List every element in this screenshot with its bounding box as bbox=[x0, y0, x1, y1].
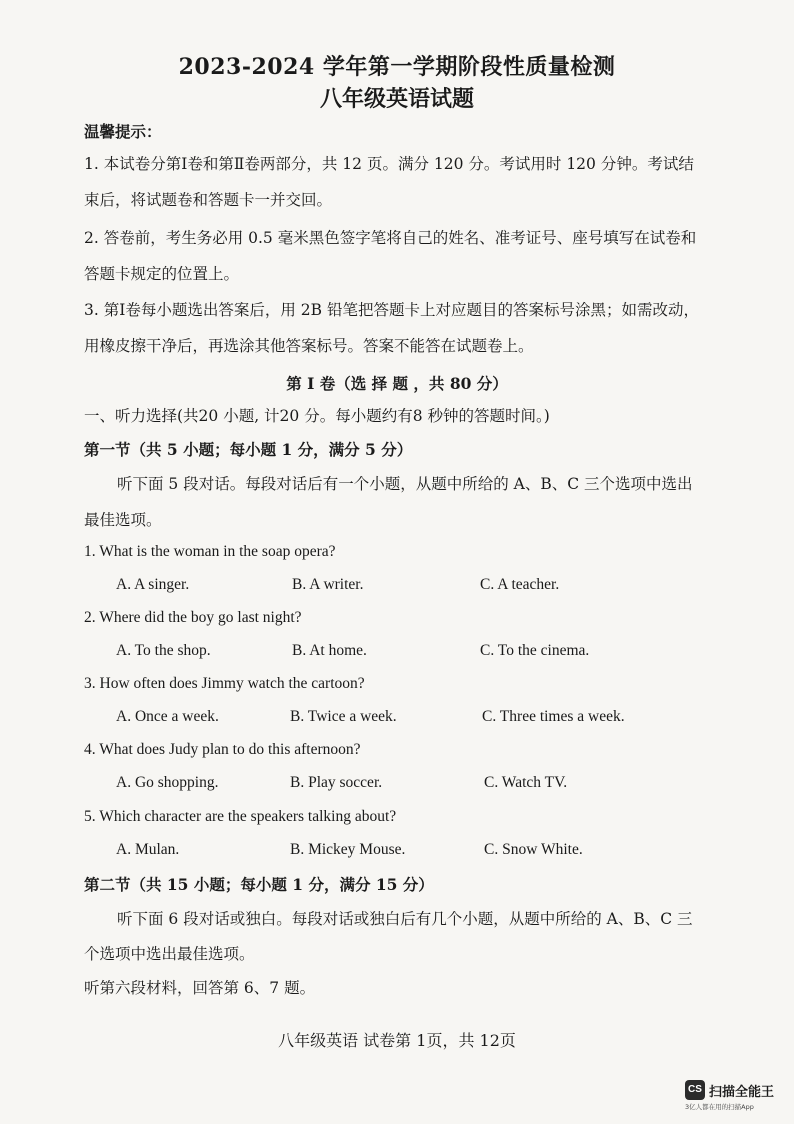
q1-option-a: A. A singer. bbox=[116, 576, 190, 593]
q4-option-c: C. Watch TV. bbox=[484, 774, 568, 791]
q5-option-c: C. Snow White. bbox=[484, 841, 583, 858]
q2-option-a: A. To the shop. bbox=[116, 642, 211, 659]
q2-option-c: C. To the cinema. bbox=[480, 642, 590, 659]
section-one-intro: 最佳选项。 bbox=[84, 511, 162, 529]
q4-option-b: B. Play soccer. bbox=[290, 774, 383, 791]
scanner-watermark bbox=[685, 1080, 785, 1114]
tip-line: 3. 第Ⅰ卷每小题选出答案后，用 2B 铅笔把答题卡上对应题目的答案标号涂黑；如需改动， bbox=[84, 301, 699, 319]
tips-heading: 温馨提示： bbox=[84, 122, 162, 141]
exam-title: 2023-2024 学年第一学期阶段性质量检测 bbox=[178, 54, 616, 80]
q5-option-b: B. Mickey Mouse. bbox=[290, 841, 406, 858]
q3-option-b: B. Twice a week. bbox=[290, 708, 397, 725]
q2-option-b: B. At home. bbox=[292, 642, 367, 659]
q1-option-c: C. A teacher. bbox=[480, 576, 560, 593]
question-5: 5. Which character are the speakers talking about? bbox=[84, 808, 397, 825]
watermark-name: 扫描全能王 bbox=[709, 1085, 775, 1100]
question-3: 3. How often does Jimmy watch the cartoon? bbox=[84, 675, 365, 692]
tip-line: 束后，将试题卷和答题卡一并交回。 bbox=[84, 191, 333, 209]
section-two-intro: 个选项中选出最佳选项。 bbox=[84, 945, 255, 963]
question-1: 1. What is the woman in the soap opera? bbox=[84, 543, 336, 560]
question-4: 4. What does Judy plan to do this afternoon? bbox=[84, 741, 361, 758]
q4-option-a: A. Go shopping. bbox=[116, 774, 219, 791]
q1-option-b: B. A writer. bbox=[292, 576, 364, 593]
section-one-heading: 第一节（共 5 小题；每小题 1 分，满分 5 分） bbox=[84, 440, 413, 459]
q5-option-a: A. Mulan. bbox=[116, 841, 180, 858]
part-one-title: 第 I 卷（选 择 题 ，共 80 分） bbox=[286, 374, 508, 393]
listening-section-heading: 一、听力选择(共20 小题, 计20 分。每小题约有8 秒钟的答题时间。) bbox=[84, 407, 550, 425]
page-footer: 八年级英语 试卷第 1页，共 12页 bbox=[278, 1031, 516, 1050]
tip-line: 答题卡规定的位置上。 bbox=[84, 265, 240, 283]
section-two-heading: 第二节（共 15 小题；每小题 1 分，满分 15 分） bbox=[84, 875, 434, 894]
q3-option-c: C. Three times a week. bbox=[482, 708, 625, 725]
tip-line: 1. 本试卷分第Ⅰ卷和第Ⅱ卷两部分，共 12 页。满分 120 分。考试用时 120 分钟。考试结 bbox=[84, 155, 694, 173]
watermark-subtitle: 3亿人都在用的扫描App bbox=[685, 1103, 754, 1111]
section-one-intro: 听下面 5 段对话。每段对话后有一个小题，从题中所给的 A、B、C 三个选项中选出 bbox=[117, 475, 693, 493]
q3-option-a: A. Once a week. bbox=[116, 708, 219, 725]
tip-line: 2. 答卷前，考生务必用 0.5 毫米黑色签字笔将自己的姓名、准考证号、座号填写在试卷和 bbox=[84, 229, 697, 247]
section-two-intro: 听下面 6 段对话或独白。每段对话或独白后有几个小题，从题中所给的 A、B、C 三 bbox=[117, 910, 693, 928]
section-two-note: 听第六段材料，回答第 6、7 题。 bbox=[84, 979, 316, 997]
exam-subtitle: 八年级英语试题 bbox=[319, 86, 474, 112]
tip-line: 用橡皮擦干净后，再选涂其他答案标号。答案不能答在试题卷上。 bbox=[84, 337, 534, 355]
camscanner-logo-icon: CS bbox=[685, 1080, 705, 1100]
question-2: 2. Where did the boy go last night? bbox=[84, 609, 302, 626]
